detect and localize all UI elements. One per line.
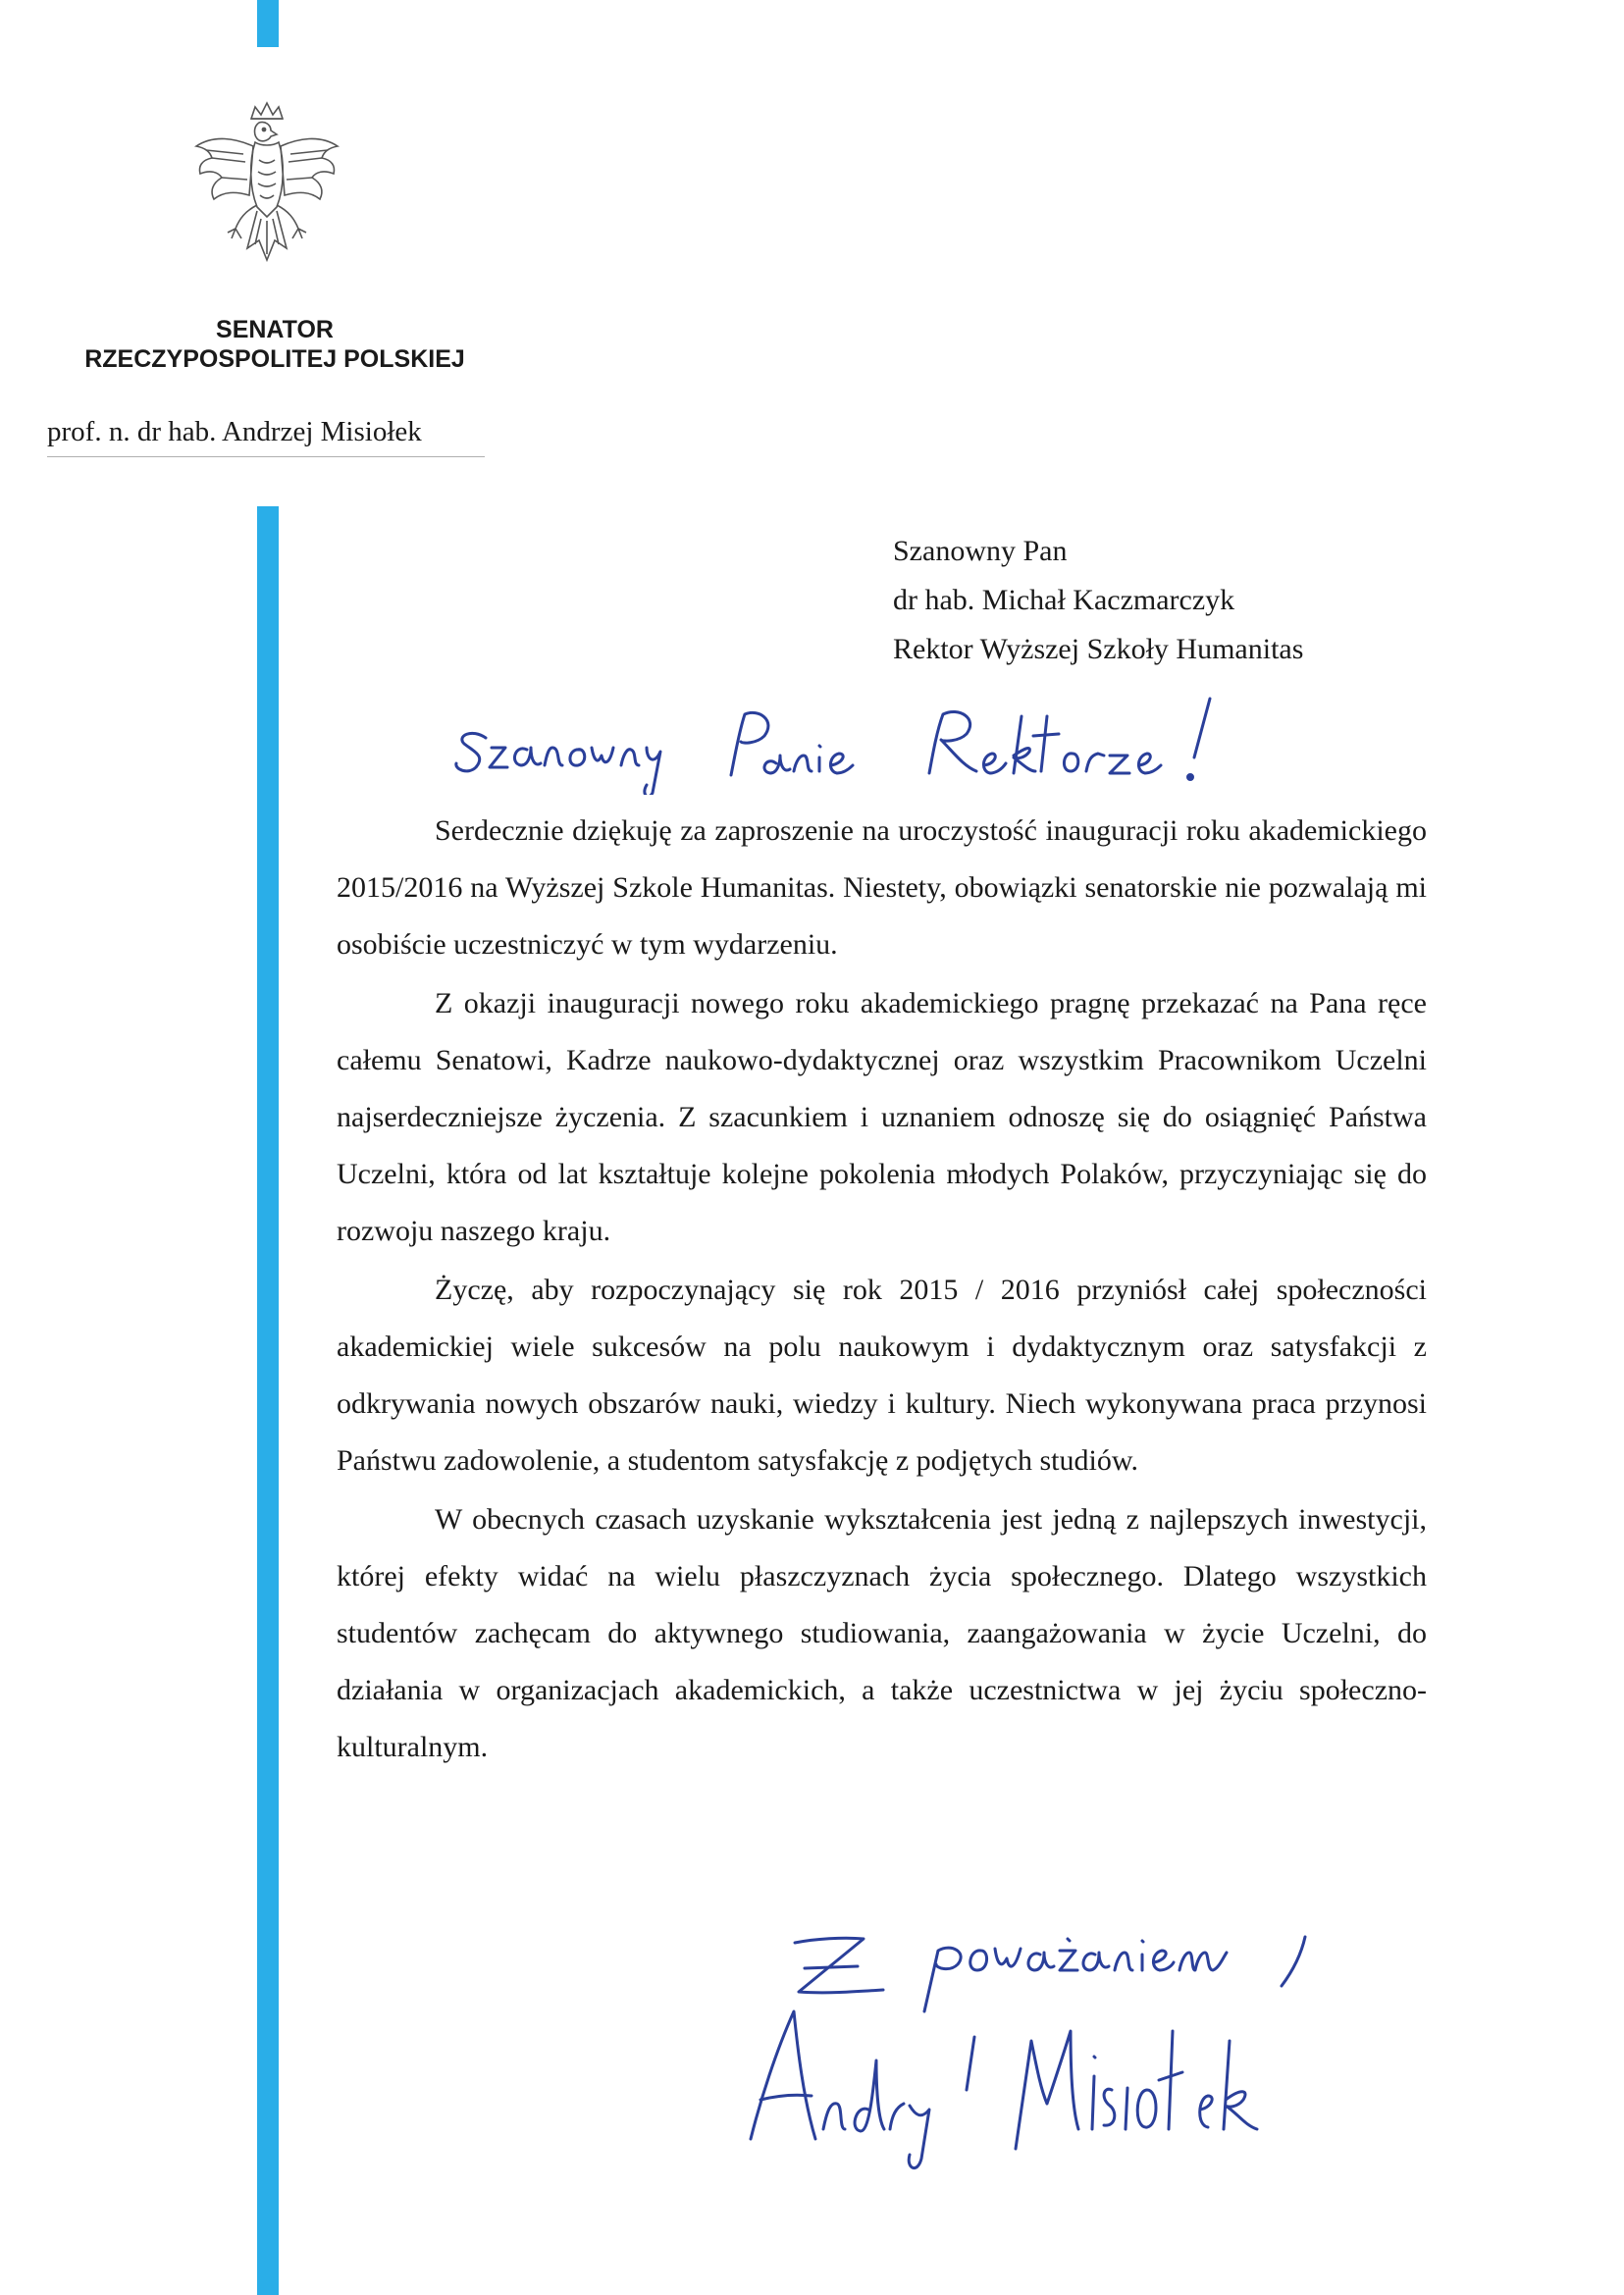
body-paragraph-3: Życzę, aby rozpoczynający się rok 2015 / 2016 przyniósł całej społeczności akademickiej wiele sukcesów na polu naukowym i dydaktycznym oraz satysfakcji z odkrywania nowych obszarów nauki, wiedzy i kultury. Niech wykonywana praca przynosi Państwu zadowolenie, a studentom satysfakcję z podjętych studiów. xyxy=(337,1274,1427,1477)
addressee-line3: Rektor Wyższej Szkoły Humanitas xyxy=(893,633,1304,665)
handwritten-signature xyxy=(721,1982,1300,2178)
handwritten-salutation xyxy=(446,687,1222,795)
accent-bar-top xyxy=(257,0,279,47)
sender-name: prof. n. dr hab. Andrzej Misiołek xyxy=(47,416,485,457)
accent-bar-left xyxy=(257,506,279,2295)
addressee-line2: dr hab. Michał Kaczmarczyk xyxy=(893,584,1235,616)
letter-body xyxy=(337,803,1427,1778)
letterhead-title-line2: RZECZYPOSPOLITEJ POLSKIEJ xyxy=(84,345,465,373)
polish-eagle-icon xyxy=(188,101,345,276)
addressee-block xyxy=(893,527,1303,674)
addressee-line1: Szanowny Pan xyxy=(893,535,1068,567)
letterhead-title xyxy=(20,315,530,374)
letterhead-title-line1: SENATOR xyxy=(216,316,334,343)
body-paragraph-1: Serdecznie dziękuję za zaproszenie na uroczystość inauguracji roku akademickiego 2015/2016 na Wyższej Szkole Humanitas. Niestety, obowiązki senatorskie nie pozwalają mi osobiście uczestniczyć w tym wydarzeniu. xyxy=(337,814,1427,961)
body-paragraph-4: W obecnych czasach uzyskanie wykształcenia jest jedną z najlepszych inwestycji, której efekty widać na wielu płaszczyznach życia społecznego. Dlatego wszystkich studentów zachęcam do aktywnego studiowania, zaangażowania w życie Uczelni, do działania w organizacjach akademickich, a także uczestnictwa w jej życiu społeczno-kulturalnym. xyxy=(337,1503,1427,1763)
body-paragraph-2: Z okazji inauguracji nowego roku akademickiego pragnę przekazać na Pana ręce całemu Senatowi, Kadrze naukowo-dydaktycznej oraz wszystkim Pracownikom Uczelni najserdeczniejsze życzenia. Z szacunkiem i uznaniem odnoszę się do osiągnięć Państwa Uczelni, która od lat kształtuje kolejne pokolenia młodych Polaków, przyczyniając się do rozwoju naszego kraju. xyxy=(337,987,1427,1247)
